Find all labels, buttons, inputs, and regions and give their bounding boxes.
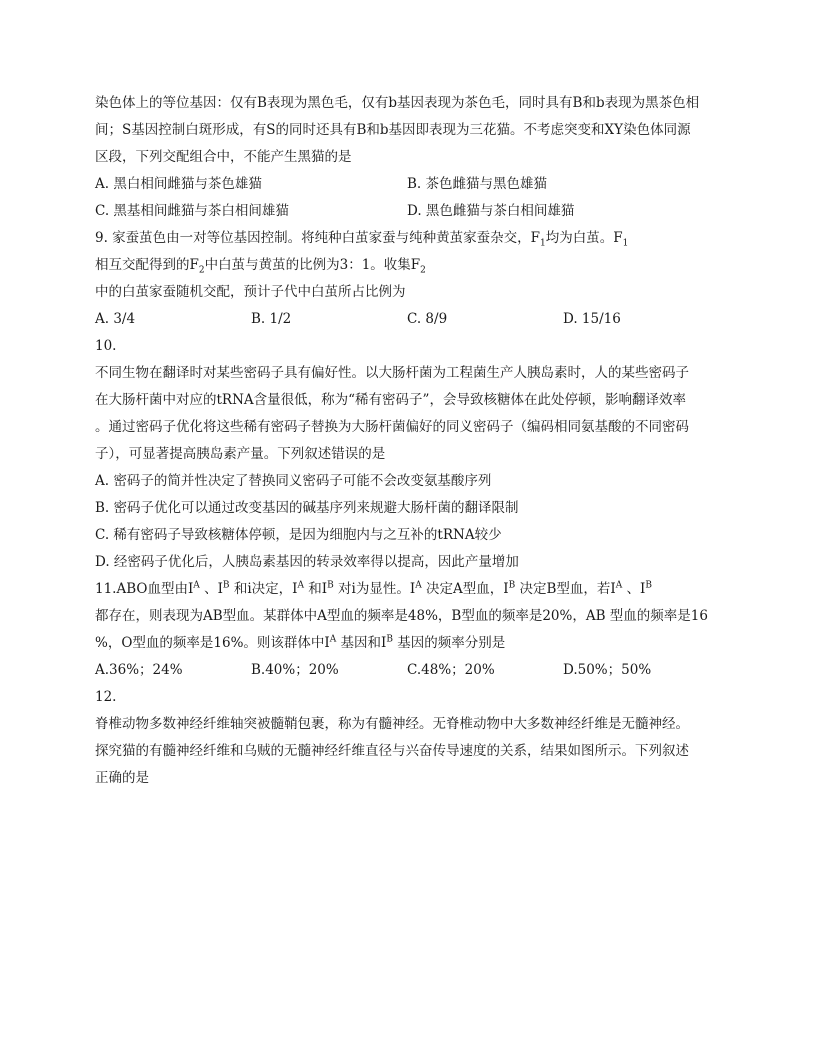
q8-options-row-1 [95, 171, 725, 198]
q11-option-b[interactable]: B.40%；20% [251, 662, 339, 678]
q8-option-c[interactable]: C. 黑基相间雌猫与茶白相间雄猫 [95, 203, 289, 219]
q8-option-d[interactable]: D. 黑色雌猫与茶白相间雄猫 [407, 203, 575, 219]
q9-line-3: 中的白茧家蚕随机交配，预计子代中白茧所占比例为 [95, 284, 406, 300]
q11-line-2: 都存在，则表现为AB型血。某群体中A型血的频率是48%，B型血的频率是20%，AB 型血的频率是16 [95, 608, 708, 624]
q9-text: 9. 家蚕茧色由一对等位基因控制。将纯种白茧家蚕与纯种黄茧家蚕杂交，F [95, 230, 541, 246]
q12-line-1: 脊椎动物多数神经纤维轴突被髓鞘包裹，称为有髓神经。无脊椎动物中大多数神经纤维是无髓神经。 [95, 716, 689, 732]
q10-line-3: 。通过密码子优化将这些稀有密码子替换为大肠杆菌偏好的同义密码子（编码相同氨基酸的不同密码 [95, 419, 689, 435]
q10-number: 10. [95, 338, 117, 354]
q10-option-d[interactable]: D. 经密码子优化后，人胰岛素基因的转录效率得以提高，因此产量增加 [95, 554, 519, 570]
q10-option-a[interactable]: A. 密码子的简并性决定了替换同义密码子可能不会改变氨基酸序列 [95, 473, 492, 489]
q9-line-2 [95, 252, 725, 279]
q8-options-row-2 [95, 198, 725, 225]
q10-line-4: 子），可显著提高胰岛素产量。下列叙述错误的是 [95, 446, 386, 462]
q11-text: 、I [622, 581, 646, 597]
q11-text: 、I [199, 581, 223, 597]
q11-superscript: B [386, 634, 393, 645]
q9-subscript: 2 [198, 265, 205, 276]
q9-option-c[interactable]: C. 8/9 [407, 311, 448, 327]
q10-line-1: 不同生物在翻译时对某些密码子具有偏好性。以大肠杆菌为工程菌生产人胰岛素时，人的某些密码子 [95, 365, 689, 381]
q11-superscript: B [508, 580, 516, 591]
q11-option-d[interactable]: D.50%；50% [563, 662, 652, 678]
q9-line-1 [95, 225, 725, 252]
q9-option-d[interactable]: D. 15/16 [563, 311, 621, 327]
q8-line-3: 区段，下列交配组合中，不能产生黑猫的是 [95, 149, 352, 165]
q11-text: 基因的频率分别是 [392, 635, 506, 651]
q11-options-row [95, 657, 725, 684]
q11-line-3 [95, 630, 725, 657]
q9-option-b[interactable]: B. 1/2 [251, 311, 292, 327]
q9-subscript: 1 [540, 238, 546, 249]
q8-option-b[interactable]: B. 茶色雌猫与黑色雄猫 [407, 176, 548, 192]
q11-text: 和I [304, 581, 328, 597]
q10-line-2: 在大肠杆菌中对应的tRNA含量很低，称为“稀有密码子”，会导致核糖体在此处停顿，影响翻译效率 [95, 392, 686, 408]
q11-superscript: A [615, 580, 623, 591]
question-9 [95, 225, 725, 333]
q12-number: 12. [95, 689, 117, 705]
q9-subscript: 1 [622, 238, 629, 249]
question-8 [95, 90, 725, 225]
q9-text: 均为白茧。F [545, 230, 623, 246]
q11-text: 决定A型血，I [421, 581, 509, 597]
q11-superscript: A [193, 580, 200, 591]
q8-line-2: 间；S基因控制白斑形成，有S的同时还具有B和b基因即表现为三花猫。不考虑突变和XY染色体同源 [95, 122, 691, 138]
q11-text: %，O型血的频率是16%。则该群体中I [95, 635, 330, 651]
q11-text: 基因和I [336, 635, 387, 651]
q11-text: 对i为显性。I [333, 581, 416, 597]
q8-line-1: 染色体上的等位基因：仅有B表现为黑色毛，仅有b基因表现为茶色毛，同时具有B和b表现为黑茶色相 [95, 95, 700, 111]
q9-option-a[interactable]: A. 3/4 [95, 311, 136, 327]
q12-line-3: 正确的是 [95, 770, 149, 786]
q11-superscript: A [415, 580, 422, 591]
q11-option-c[interactable]: C.48%；20% [407, 662, 495, 678]
q11-option-a[interactable]: A.36%；24% [95, 662, 183, 678]
q11-line-1 [95, 576, 725, 603]
question-12 [95, 684, 725, 792]
question-10 [95, 333, 725, 576]
q11-superscript: B [222, 580, 230, 591]
document-page [95, 90, 725, 792]
q9-subscript: 2 [420, 265, 426, 276]
q10-option-b[interactable]: B. 密码子优化可以通过改变基因的碱基序列来规避大肠杆菌的翻译限制 [95, 500, 519, 516]
q11-text: 11.ABO血型由I [95, 581, 194, 597]
q11-superscript: A [297, 580, 304, 591]
question-11 [95, 576, 725, 684]
q9-options-row [95, 306, 725, 333]
q9-text: 相互交配得到的F [95, 257, 199, 273]
q11-superscript: A [329, 634, 337, 645]
q12-line-2: 探究猫的有髓神经纤维和乌贼的无髓神经纤维直径与兴奋传导速度的关系，结果如图所示。下列叙述 [95, 743, 689, 759]
q10-option-c[interactable]: C. 稀有密码子导致核糖体停顿，是因为细胞内与之互补的tRNA较少 [95, 527, 502, 543]
q11-text: 和i决定，I [229, 581, 298, 597]
q11-text: 决定B型血，若I [515, 581, 616, 597]
q11-superscript: B [327, 580, 334, 591]
q8-option-a[interactable]: A. 黑白相间雌猫与茶色雄猫 [95, 176, 262, 192]
q11-superscript: B [645, 580, 652, 591]
q9-text: 中白茧与黄茧的比例为3：1。收集F [204, 257, 421, 273]
